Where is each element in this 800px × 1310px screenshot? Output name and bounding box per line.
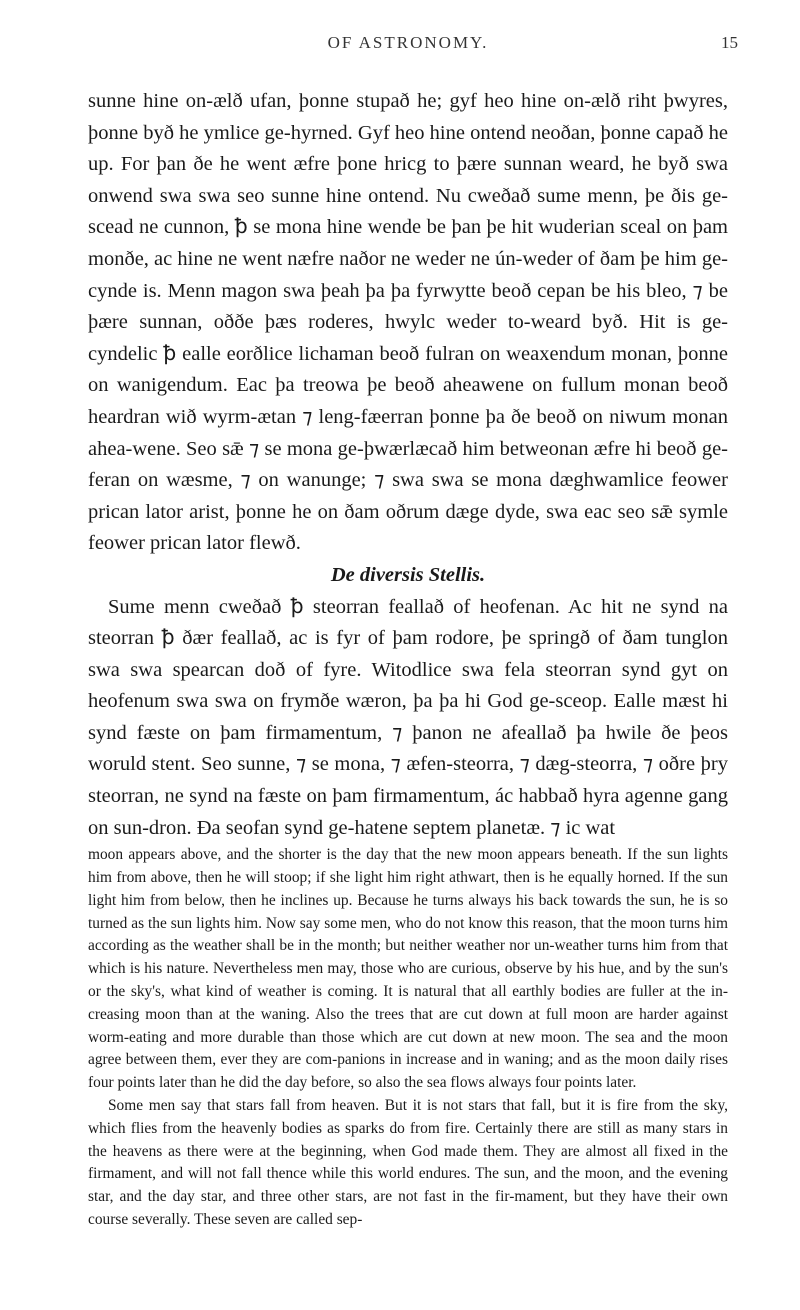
- running-title: OF ASTRONOMY.: [327, 33, 489, 52]
- saxon-paragraph-1: sunne hine on-ælð ufan, þonne stupað he; gyf heo hine on-ælð riht þwyres, þonne byð he ymlice ge-hyrned. Gyf heo hine ontend neoðan, þonne capað he up. For þan ðe he went æfre þone hricg to þære sunnan weard, he byð swa onwend swa swa seo sunne hine ontend. Nu cweðað sume menn, þe ðis ge-scead ne cunnon, ꝥ se mona hine wende be þan þe hit wuderian sceal on þam monðe, ac hine ne went næfre naðor ne weder ne ún-weder of ðam þe him ge-cynde is. Menn magon swa þeah þa þa fyrwytte beoð cepan be his bleo, ⁊ be þære sunnan, oððe þæs roderes, hwylc weder to-weard byð. Hit is ge-cyndelic ꝥ ealle eorðlice lichaman beoð fulran on weaxendum monan, þonne on wanigendum. Eac þa treowa þe beoð aheawene on fullum monan beoð heardran wið wyrm-ætan ⁊ leng-fæerran þonne þa ðe beoð on niwum monan ahea-wene. Seo sǣ ⁊ se mona ge-þwærlæcað him betweonan æfre hi beoð ge-feran on wæsme, ⁊ on wanunge; ⁊ swa swa se mona dæghwamlice feower prican lator arist, þonne he on ðam oðrum dæge dyde, swa eac seo sǣ symle feower prican lator flewð.: [88, 90, 728, 555]
- translation-paragraph-2: Some men say that stars fall from heaven. But it is not stars that fall, but it is fire from the sky, which flies from the heavenly bodies as sparks do from fire. Certainly there are still as many stars in the heavens as there were at the beginning, when God made them. They are almost all fixed in the firmament, and will not fall thence while this world endures. The sun, and the moon, and the evening star, and the day star, and three other stars, are not fast in the fir-mament, but they have their own course severally. These seven are called sep-: [88, 1097, 728, 1228]
- anglo-saxon-text: [88, 86, 728, 844]
- section-heading: De diversis Stellis.: [330, 563, 486, 586]
- saxon-paragraph-2: Sume menn cweðað ꝥ steorran feallað of heofenan. Ac hit ne synd na steorran ꝥ ðær feallað, ac is fyr of þam rodore, þe springð of ðam tunglon swa swa spearcan doð of fyre. Witodlice swa fela steorran synd gyt on heofenum swa swa on frymðe wæron, þa þa hi God ge-sceop. Ealle mæst hi synd fæste on þam firmamentum, ⁊ þanon ne afeallað þa hwile ðe þeos woruld stent. Seo sunne, ⁊ se mona, ⁊ æfen-steorra, ⁊ dæg-steorra, ⁊ oðre þry steorran, ne synd na fæste on þam firmamentum, ác habbað hyra agenne gang on sun-dron. Ða seofan synd ge-hatene septem planetæ. ⁊ ic wat: [88, 595, 728, 839]
- running-head: [88, 0, 738, 52]
- english-translation: [88, 844, 728, 1232]
- translation-paragraph-1: moon appears above, and the shorter is the day that the new moon appears beneath. If the sun lights him from above, then he will stoop; if she light him right athwart, then is he equally horned. If the sun light him from below, then he inclines up. Because he turns always his back towards the sun, he is so turned as the sun lights him. Now say some men, who do not know this reason, that the moon turns him according as the weather shall be in the month; but neither weather nor un-weather turns him from that which is his nature. Nevertheless men may, those who are curious, observe by his hue, and by the sun's or the sky's, what kind of weather is coming. It is natural that all earthly bodies are fuller at the in-creasing moon than at the waning. Also the trees that are cut down at full moon are harder against worm-eating and more durable than those which are cut down at new moon. The sea and the moon agree between them, ever they are com-panions in increase and in waning; and as the moon daily rises four points later than he did the day before, so also the sea flows always four points later.: [88, 846, 728, 1092]
- page-number: 15: [721, 33, 738, 52]
- book-page: [88, 0, 738, 1232]
